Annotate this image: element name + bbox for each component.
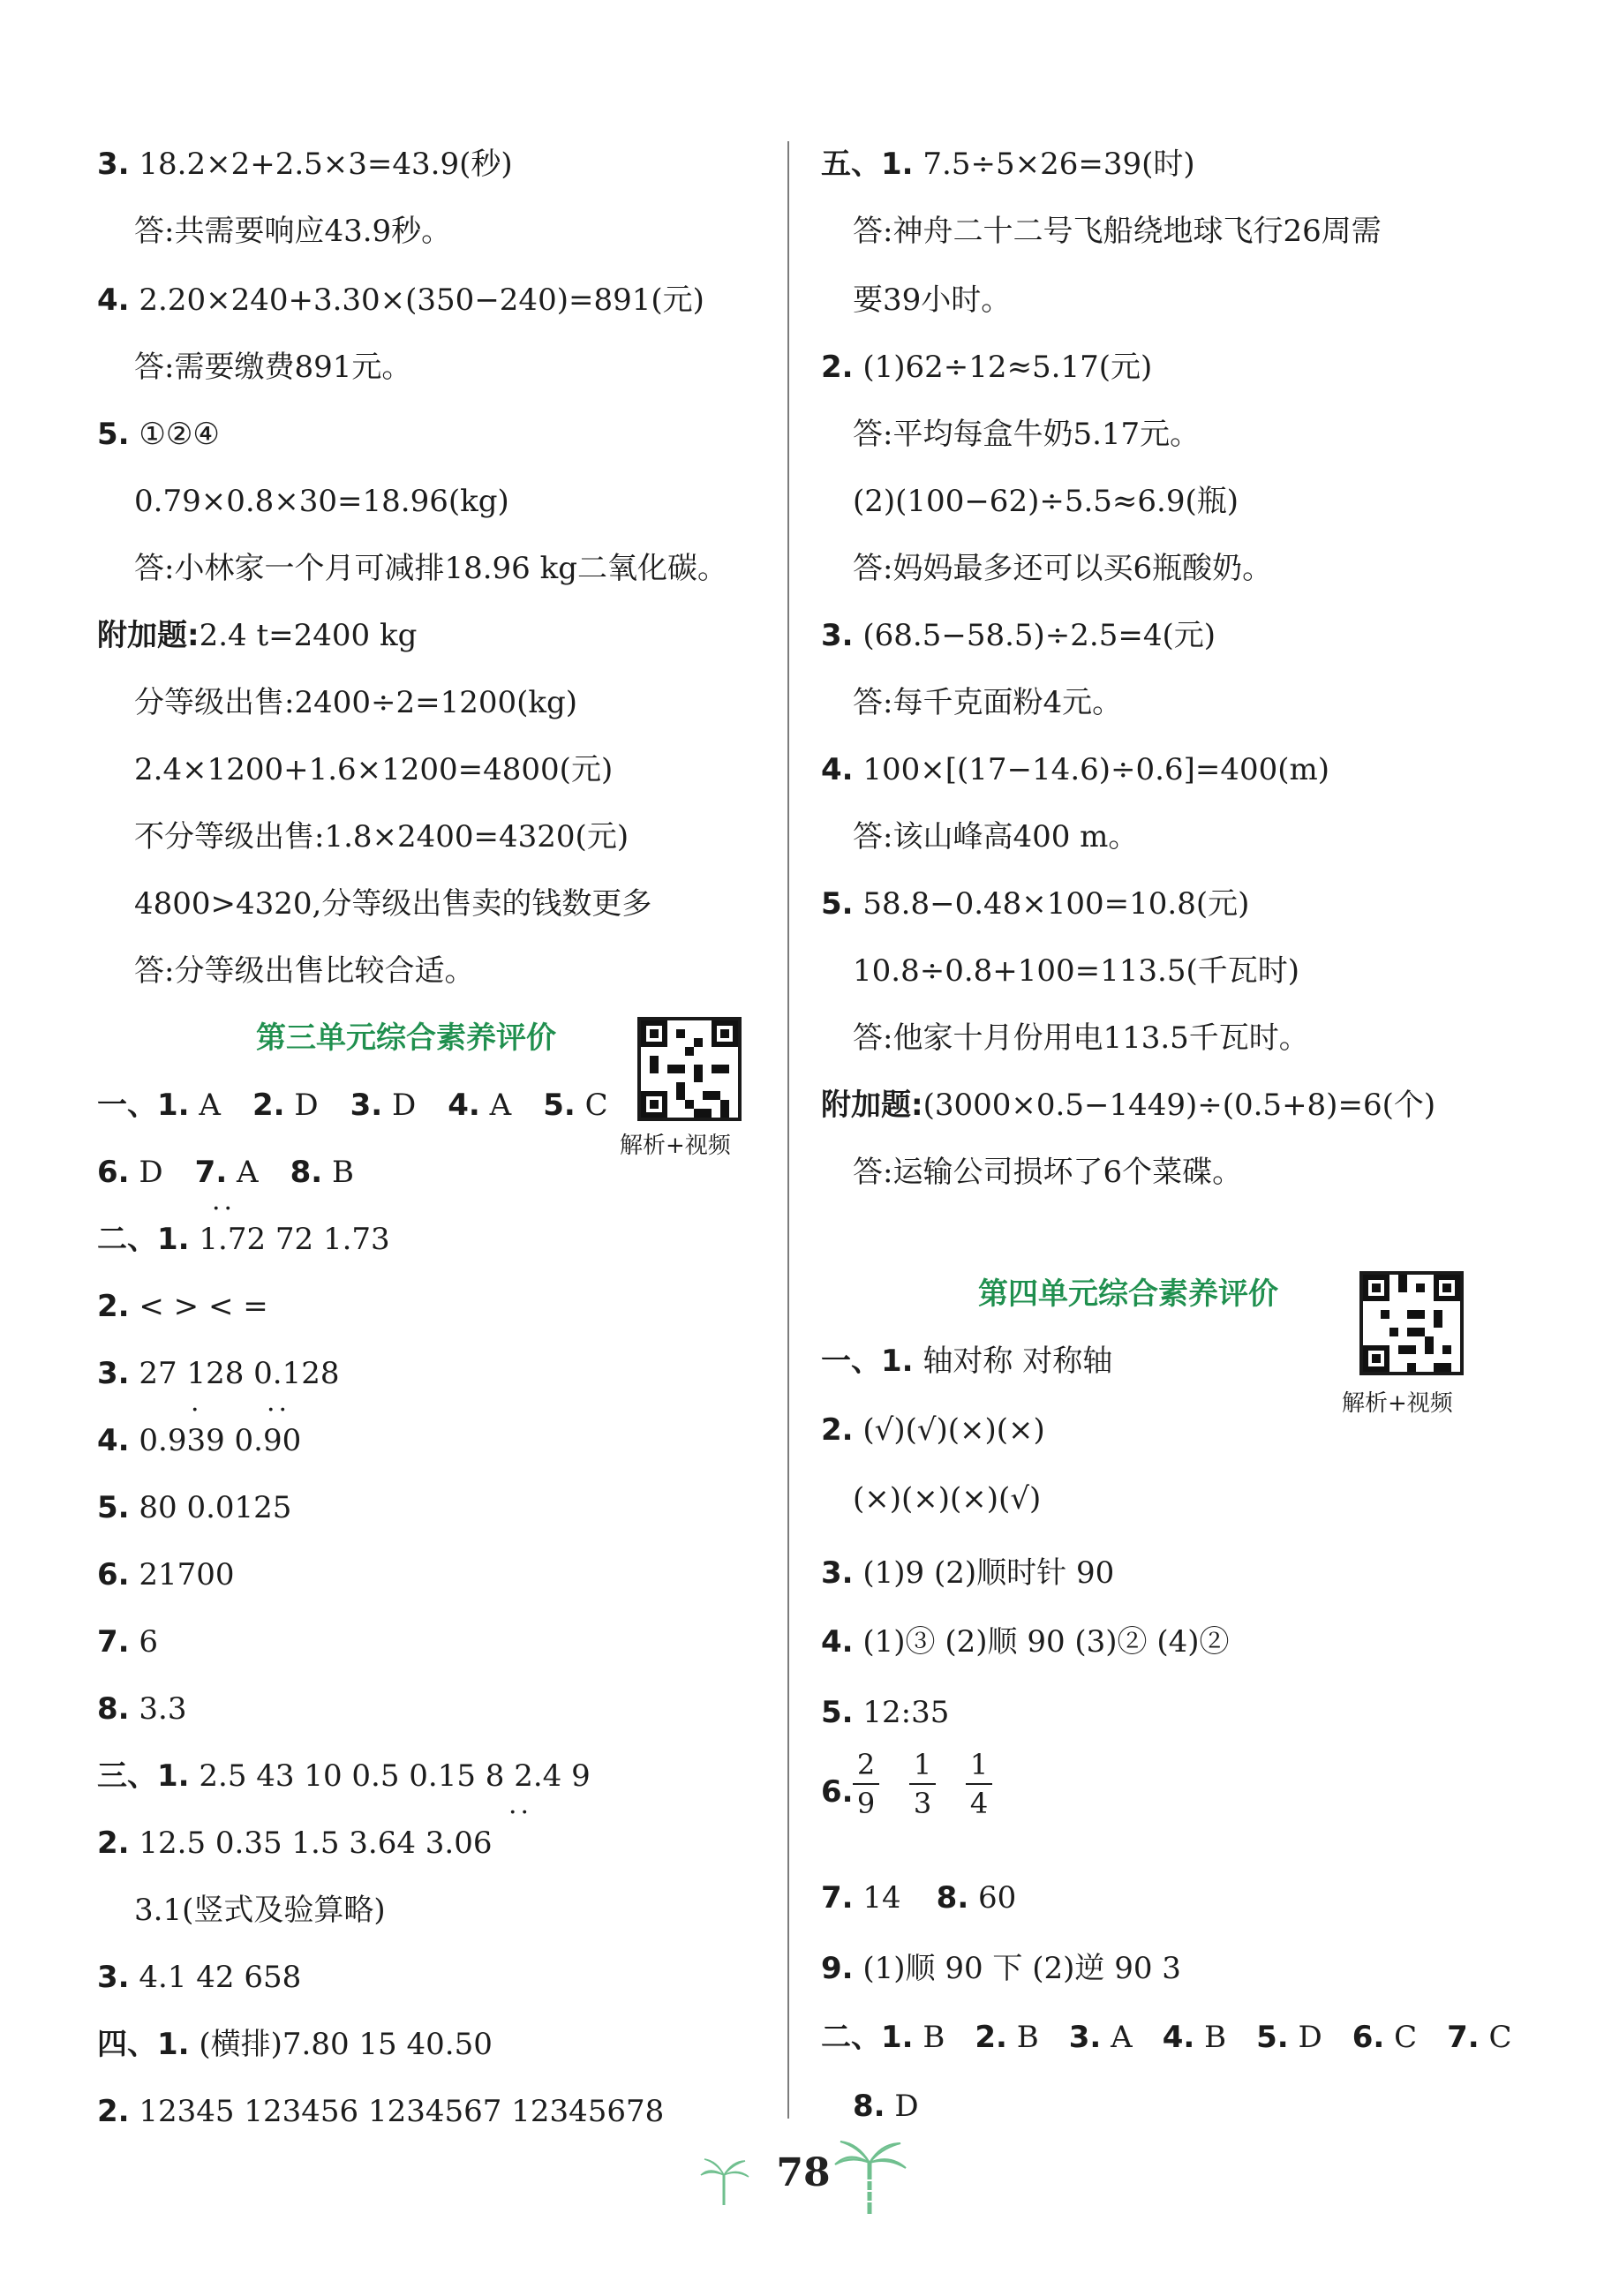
left-line-1: 3. 18.2×2+2.5×3=43.9(秒) (97, 147, 513, 182)
right-s1: 一、1. 轴对称 对称轴 (821, 1344, 1113, 1379)
right-line-12: 5. 58.8−0.48×100=10.8(元) (821, 886, 1250, 922)
left-b5: 5. 80 0.0125 (97, 1490, 292, 1525)
right-line-5: 答:平均每盒牛奶5.17元。 (853, 417, 1201, 452)
right-t2: 8. D (853, 2089, 919, 2124)
left-b7: 7. 6 (97, 1624, 159, 1660)
left-b3: 3. 27 128 0.128 (97, 1356, 340, 1391)
qr-code-icon[interactable] (637, 1017, 742, 1121)
left-b1: 二、1. 1.72 72 1.73 (97, 1222, 390, 1257)
left-c2: 2. 12.5 0.35 1.5 3.64 3.06 (97, 1826, 493, 1861)
right-line-9: 答:每千克面粉4元。 (853, 685, 1123, 720)
left-d2: 2. 12345 123456 1234567 12345678 (97, 2094, 665, 2129)
left-line-3: 4. 2.20×240+3.30×(350−240)=891(元) (97, 282, 704, 318)
right-s9: 9. (1)顺 90 下 (2)逆 90 3 (821, 1951, 1181, 1986)
right-s2: 2. (√)(√)(×)(×) (821, 1412, 1045, 1448)
section-4-title: 第四单元综合素养评价 (978, 1276, 1278, 1312)
right-line-15: 附加题:(3000×0.5−1449)÷(0.5+8)=6(个) (821, 1088, 1436, 1123)
section3-choice-row-1: 一、1. A 2. D 3. D 4. A 5. C (97, 1088, 608, 1123)
right-t1: 二、1. B 2. B 3. A 4. B 5. D 6. C 7. C (821, 2020, 1512, 2055)
left-line-13: 答:分等级出售比较合适。 (134, 953, 475, 989)
left-b4: 4. 0.939 0.90 (97, 1423, 302, 1458)
left-b2: 2. < > < = (97, 1289, 268, 1324)
right-s5: 4. (1)③ (2)顺 90 (3)② (4)② (821, 1624, 1230, 1660)
qr-label: 解析+视频 (620, 1133, 731, 1159)
right-line-7: 答:妈妈最多还可以买6瓶酸奶。 (853, 551, 1273, 586)
left-line-10: 2.4×1200+1.6×1200=4800(元) (134, 752, 614, 787)
qr-label: 解析+视频 (1342, 1390, 1453, 1417)
right-line-11: 答:该山峰高400 m。 (853, 819, 1139, 854)
palm-tree-icon (830, 2136, 909, 2216)
repeat-dots: ·· (212, 1193, 237, 1224)
left-d1: 四、1. (横排)7.80 15 40.50 (97, 2027, 493, 2062)
left-line-4: 答:需要缴费891元。 (134, 350, 412, 385)
left-c3: 3.1(竖式及验算略) (134, 1893, 386, 1928)
left-line-5: 5. ①②④ (97, 417, 220, 452)
left-c4: 3. 4.1 42 658 (97, 1960, 302, 1995)
left-b6: 6. 21700 (97, 1557, 235, 1592)
left-line-8: 附加题:2.4 t=2400 kg (97, 618, 418, 653)
right-line-2: 答:神舟二十二号飞船绕地球飞行26周需 (853, 214, 1382, 249)
right-s7-number: 6. (821, 1774, 854, 1810)
left-line-7: 答:小林家一个月可减排18.96 kg二氧化碳。 (134, 551, 727, 586)
left-line-12: 4800>4320,分等级出售卖的钱数更多 (134, 886, 652, 922)
page-number: 78 (776, 2150, 831, 2195)
left-line-9: 分等级出售:2400÷2=1200(kg) (134, 685, 578, 720)
left-b8: 8. 3.3 (97, 1691, 187, 1727)
left-line-6: 0.79×0.8×30=18.96(kg) (134, 484, 509, 519)
right-line-13: 10.8÷0.8+100=113.5(千瓦时) (853, 953, 1299, 989)
qr-code-icon[interactable] (1359, 1271, 1464, 1375)
palm-tree-icon (697, 2154, 750, 2207)
right-line-3: 要39小时。 (853, 282, 1012, 318)
left-line-11: 不分等级出售:1.8×2400=4320(元) (134, 819, 629, 854)
right-line-4: 2. (1)62÷12≈5.17(元) (821, 350, 1153, 385)
left-line-2: 答:共需要响应43.9秒。 (134, 214, 452, 249)
repeat-dot: · (191, 1395, 203, 1426)
right-s3: (×)(×)(×)(√) (853, 1481, 1042, 1517)
column-divider (787, 141, 789, 2119)
section-3-title: 第三单元综合素养评价 (256, 1020, 556, 1056)
repeat-dots: ·· (267, 1395, 291, 1426)
right-line-1: 五、1. 7.5÷5×26=39(时) (821, 147, 1195, 182)
repeat-dots: ·· (508, 1797, 533, 1828)
right-s4: 3. (1)9 (2)顺时针 90 (821, 1555, 1115, 1591)
right-line-8: 3. (68.5−58.5)÷2.5=4(元) (821, 618, 1216, 653)
right-line-14: 答:他家十月份用电113.5千瓦时。 (853, 1020, 1309, 1056)
right-s8: 7. 14 8. 60 (821, 1880, 1017, 1916)
fraction: 1 3 (909, 1748, 936, 1820)
right-line-16: 答:运输公司损坏了6个菜碟。 (853, 1155, 1243, 1190)
fraction: 2 9 (853, 1748, 879, 1820)
left-c1: 三、1. 2.5 43 10 0.5 0.15 8 2.4 9 (97, 1758, 591, 1794)
right-line-6: (2)(100−62)÷5.5≈6.9(瓶) (853, 484, 1239, 519)
fraction: 1 4 (966, 1748, 992, 1820)
section3-choice-row-2: 6. D 7. A 8. B (97, 1155, 354, 1190)
right-s6: 5. 12:35 (821, 1695, 950, 1730)
right-line-10: 4. 100×[(17−14.6)÷0.6]=400(m) (821, 752, 1329, 787)
